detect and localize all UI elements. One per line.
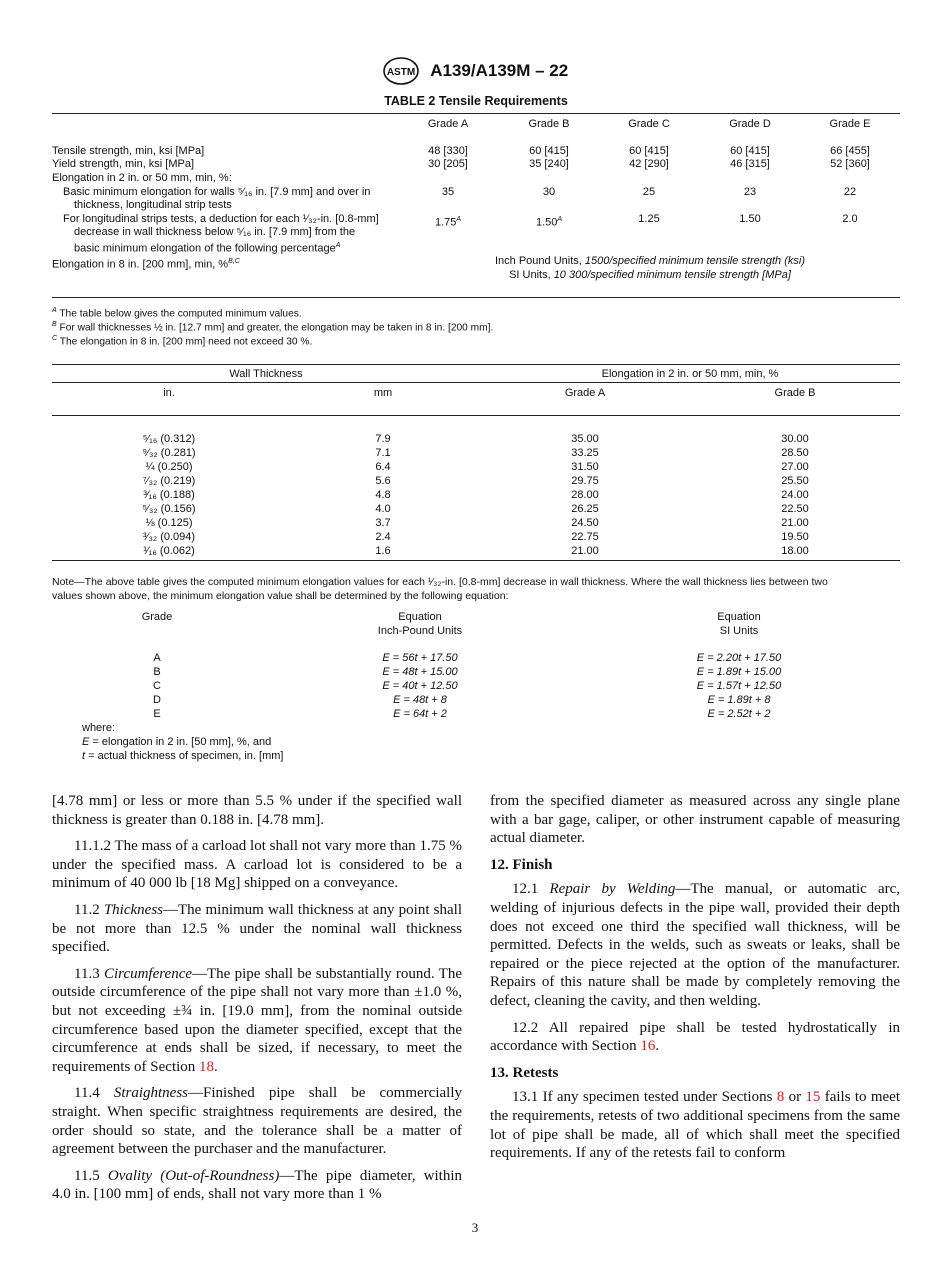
group-header-wall-thickness: Wall Thickness — [229, 368, 303, 380]
equations-block — [52, 610, 900, 760]
left-text-column — [52, 792, 462, 1212]
table-row — [52, 503, 900, 517]
section-8-link[interactable]: 8 — [776, 1089, 785, 1106]
cell-grade-b: 24.00 — [781, 489, 809, 501]
eq-grade: D — [153, 694, 161, 706]
table-row — [52, 461, 900, 475]
table-cell: 2.0 — [842, 213, 858, 225]
grade-header: Grade B — [528, 118, 570, 130]
table-cell: 22 — [843, 186, 857, 198]
astm-logo — [382, 56, 420, 86]
table-row — [52, 489, 900, 503]
section-heading-retests: 13. Retests — [490, 1064, 559, 1081]
row-label-strip-deduction-cont: decrease in wall thickness below ⁵⁄₁₆ in. [7.9 mm] from the — [74, 226, 356, 238]
paragraph-12-1: 12.1 Repair by Welding—The manual, or automatic arc, welding of injurious defects in the pipe wall, provided their depth does not exceed one third the specified wall thickness, will be permitted. Defects in the welds, such as sweats or leaks, shall be repaired or the piece rejected at the option of the manufacturer. Repairs of this nature shall be made by completely removing the defect, cleaning the cavity, and then welding. — [490, 881, 901, 1009]
table-2-top-rule — [52, 113, 900, 114]
definition-t: t = actual thickness of specimen, in. [mm] — [82, 750, 284, 762]
paragraph-11-1-2: 11.1.2 The mass of a carload lot shall not vary more than 1.75 % under the specified mass. A carload lot is considered to be a minimum of 40 000 lb [18 Mg] shipped on a conveyance. — [52, 838, 462, 892]
note-line: values shown above, the minimum elongation value shall be determined by the following equation: — [52, 590, 509, 602]
table-cell: 25 — [642, 186, 656, 198]
col-header-in: in. — [163, 387, 175, 399]
eq-header-si: Equation SI Units — [717, 611, 761, 637]
group-header-rule — [52, 382, 900, 383]
eq-header-grade: Grade — [141, 611, 173, 623]
row-label-strip-deduction-cont: basic minimum elongation of the following percentage$^A$ — [74, 242, 341, 255]
row-label-tensile: Tensile strength, min, ksi [MPa] — [52, 145, 205, 157]
cell-in: ⁵⁄₁₆ (0.312) — [142, 433, 196, 445]
cell-grade-b: 27.00 — [781, 461, 809, 473]
cell-in: ⁹⁄₃₂ (0.281) — [142, 447, 196, 459]
row-label-basic-elongation: Basic minimum elongation for walls ⁵⁄₁₆ in. [7.9 mm] and over in — [63, 186, 371, 198]
cell-mm: 4.8 — [375, 489, 391, 501]
cell-in: ⁵⁄₃₂ (0.156) — [142, 503, 196, 515]
cell-grade-b: 18.00 — [781, 545, 809, 557]
eq-ip: E = 64t + 2 — [393, 708, 447, 720]
footnote-b: $^B$ For wall thicknesses ½ in. [12.7 mm] and greater, the elongation may be taken in 8 in. [200 mm]. — [52, 321, 494, 334]
row-label-strip-deduction: For longitudinal strips tests, a deduction for each ¹⁄₃₂-in. [0.8-mm] — [63, 213, 379, 225]
table-cell: 35 — [441, 186, 455, 198]
eq-ip: E = 48t + 15.00 — [382, 666, 458, 678]
paragraph-12-2: 12.2 All repaired pipe shall be tested hydrostatically in accordance with Section 16. — [490, 1019, 900, 1055]
elongation-8in-ip-formula: Inch Pound Units, 1500/specified minimum tensile strength (ksi) — [495, 255, 805, 267]
cell-mm: 6.4 — [375, 461, 391, 473]
paragraph-11-4: 11.4 Straightness—Finished pipe shall be commercially straight. When specific straightness requirements are desired, the order should so state, and the tolerance shall be a matter of agreement between the purchaser and the manufacturer. — [52, 1085, 462, 1158]
table-cell: $1.75^A$ — [434, 216, 462, 229]
section-heading-finish: 12. Finish — [490, 856, 553, 873]
section-18-link[interactable]: 18 — [199, 1058, 215, 1075]
cell-mm: 2.4 — [375, 531, 391, 543]
eq-grade: A — [153, 652, 161, 664]
note-line: Note—The above table gives the computed minimum elongation values for each ¹⁄₃₂-in. [0.8-mm] decrease in wall thickness. Where the wall thickness lies between two — [52, 576, 828, 588]
grade-header: Grade C — [628, 118, 670, 130]
table-2-bottom-rule — [52, 297, 900, 298]
cell-in: ⁷⁄₃₂ (0.219) — [142, 475, 196, 487]
table-row — [52, 475, 900, 489]
cell-mm: 3.7 — [375, 517, 391, 529]
row-label-elongation-8in: Elongation in 8 in. [200 mm], min, %$^{B,C}$ — [52, 258, 240, 271]
table-row — [52, 545, 900, 559]
eq-si: E = 1.57t + 12.50 — [696, 680, 782, 692]
elongation-8in-si-formula: SI Units, 10 300/specified minimum tensile strength [MPa] — [509, 269, 791, 281]
grade-header: Grade D — [729, 118, 771, 130]
cell-mm: 4.0 — [375, 503, 391, 515]
eq-si: E = 1.89t + 8 — [707, 694, 771, 706]
paragraph-13-1: 13.1 If any specimen tested under Sections 8 or 15 fails to meet the requirements, retests of two additional specimens from the same lot of pipe shall be made, all of which shall meet the specified requirements. If any of the retests fail to conform — [490, 1089, 900, 1162]
table-cell: 1.50 — [739, 213, 761, 225]
column-header-rule — [52, 415, 900, 416]
table-cell: 52 [360] — [830, 158, 870, 170]
eq-ip: E = 48t + 8 — [393, 694, 447, 706]
cell-grade-a: 21.00 — [571, 545, 599, 557]
col-header-grade-b: Grade B — [774, 387, 816, 399]
eq-grade: C — [153, 680, 161, 692]
section-16-link[interactable]: 16 — [640, 1038, 656, 1055]
footnote-c: $^C$ The elongation in 8 in. [200 mm] need not exceed 30 %. — [52, 335, 313, 348]
table-cell: 48 [330] — [428, 145, 468, 157]
page-number: 3 — [471, 1220, 479, 1235]
table-cell: 60 [415] — [629, 145, 669, 157]
table-row — [52, 517, 900, 531]
section-15-link[interactable]: 15 — [805, 1089, 821, 1106]
cell-in: ¼ (0.250) — [145, 461, 193, 473]
cell-mm: 7.9 — [375, 433, 391, 445]
table-cell: 35 [240] — [529, 158, 569, 170]
table-note — [52, 575, 900, 603]
cell-grade-a: 33.25 — [571, 447, 599, 459]
table-cell: $1.50^A$ — [535, 216, 563, 229]
cell-grade-a: 26.25 — [571, 503, 599, 515]
where-label: where: — [82, 722, 116, 734]
definition-e: E = elongation in 2 in. [50 mm], %, and — [82, 736, 272, 748]
table-3-top-rule — [52, 364, 900, 365]
cell-grade-a: 22.75 — [571, 531, 599, 543]
table-row — [52, 447, 900, 461]
table-cell: 42 [290] — [629, 158, 669, 170]
eq-si: E = 2.20t + 17.50 — [696, 652, 782, 664]
cell-grade-b: 21.00 — [781, 517, 809, 529]
elongation-table — [52, 368, 900, 568]
row-label-elongation: Elongation in 2 in. or 50 mm, min, %: — [52, 172, 232, 184]
grade-header: Grade A — [427, 118, 469, 130]
cell-grade-a: 24.50 — [571, 517, 599, 529]
eq-header-ip: Equation Inch-Pound Units — [377, 611, 463, 637]
cell-mm: 1.6 — [375, 545, 391, 557]
table-row — [52, 531, 900, 545]
eq-ip: E = 56t + 17.50 — [382, 652, 458, 664]
eq-ip: E = 40t + 12.50 — [382, 680, 458, 692]
cell-grade-b: 30.00 — [781, 433, 809, 445]
table-row — [52, 433, 900, 447]
table-cell: 66 [455] — [830, 145, 870, 157]
grade-header: Grade E — [829, 118, 871, 130]
paragraph-11-2: 11.2 Thickness—The minimum wall thickness at any point shall be not more than 12.5 % under the nominal wall thickness specified. — [52, 901, 462, 956]
eq-grade: E — [153, 708, 161, 720]
eq-si: E = 2.52t + 2 — [707, 708, 771, 720]
eq-grade: B — [153, 666, 161, 678]
svg-text:ASTM: ASTM — [386, 67, 415, 78]
table-2 — [52, 118, 900, 288]
col-header-mm: mm — [373, 387, 393, 399]
cell-grade-b: 28.50 — [781, 447, 809, 459]
cell-grade-a: 35.00 — [571, 433, 599, 445]
table-3-bottom-rule — [52, 560, 900, 561]
paragraph-11-3: 11.3 Circumference—The pipe shall be substantially round. The outside circumference of the pipe shall not vary more than ±1.0 %, but not exceeding ±¾ in. [19.0 mm], from the nominal outside circumference based upon the diameter specified, except that the circumference at ends shall be sized, if necessary, to meet the requirements of Section 18. — [52, 965, 462, 1075]
cell-in: ¹⁄₁₆ (0.062) — [143, 545, 195, 557]
cell-in: ³⁄₃₂ (0.094) — [142, 531, 196, 543]
paragraph: [4.78 mm] or less or more than 5.5 % under if the specified wall thickness is greater than 0.188 in. [4.78 mm]. — [52, 793, 462, 828]
cell-in: ³⁄₁₆ (0.188) — [143, 489, 195, 501]
paragraph-11-5: 11.5 Ovality (Out-of-Roundness)—The pipe diameter, within 4.0 in. [100 mm] of ends, shall not vary more than 1 % — [52, 1167, 462, 1203]
table-cell: 1.25 — [638, 213, 660, 225]
cell-grade-a: 31.50 — [571, 461, 599, 473]
row-label-basic-elongation-cont: thickness, longitudinal strip tests — [74, 199, 232, 211]
cell-grade-b: 22.50 — [781, 503, 809, 515]
right-text-column — [490, 792, 900, 1171]
col-header-grade-a: Grade A — [564, 387, 606, 399]
table-cell: 60 [415] — [730, 145, 770, 157]
page-header — [0, 56, 950, 86]
cell-grade-a: 28.00 — [571, 489, 599, 501]
cell-grade-b: 25.50 — [781, 475, 809, 487]
table-cell: 46 [315] — [730, 158, 770, 170]
cell-grade-b: 19.50 — [781, 531, 809, 543]
cell-mm: 7.1 — [375, 447, 391, 459]
group-header-elongation: Elongation in 2 in. or 50 mm, min, % — [601, 368, 779, 380]
cell-grade-a: 29.75 — [571, 475, 599, 487]
table-cell: 23 — [743, 186, 757, 198]
table-2-caption: TABLE 2 Tensile Requirements — [384, 94, 568, 108]
cell-mm: 5.6 — [375, 475, 391, 487]
eq-si: E = 1.89t + 15.00 — [696, 666, 782, 678]
footnote-a: $^A$ The table below gives the computed minimum values. — [52, 307, 302, 320]
table-cell: 30 [205] — [428, 158, 468, 170]
row-label-yield: Yield strength, min, ksi [MPa] — [52, 158, 195, 170]
table-cell: 60 [415] — [529, 145, 569, 157]
document-designation: A139/A139M – 22 — [430, 61, 569, 80]
paragraph: from the specified diameter as measured across any single plane with a bar gage, caliper, or other instrument capable of measuring actual diameter. — [490, 793, 900, 847]
cell-in: ⅛ (0.125) — [145, 517, 193, 529]
table-cell: 30 — [542, 186, 556, 198]
